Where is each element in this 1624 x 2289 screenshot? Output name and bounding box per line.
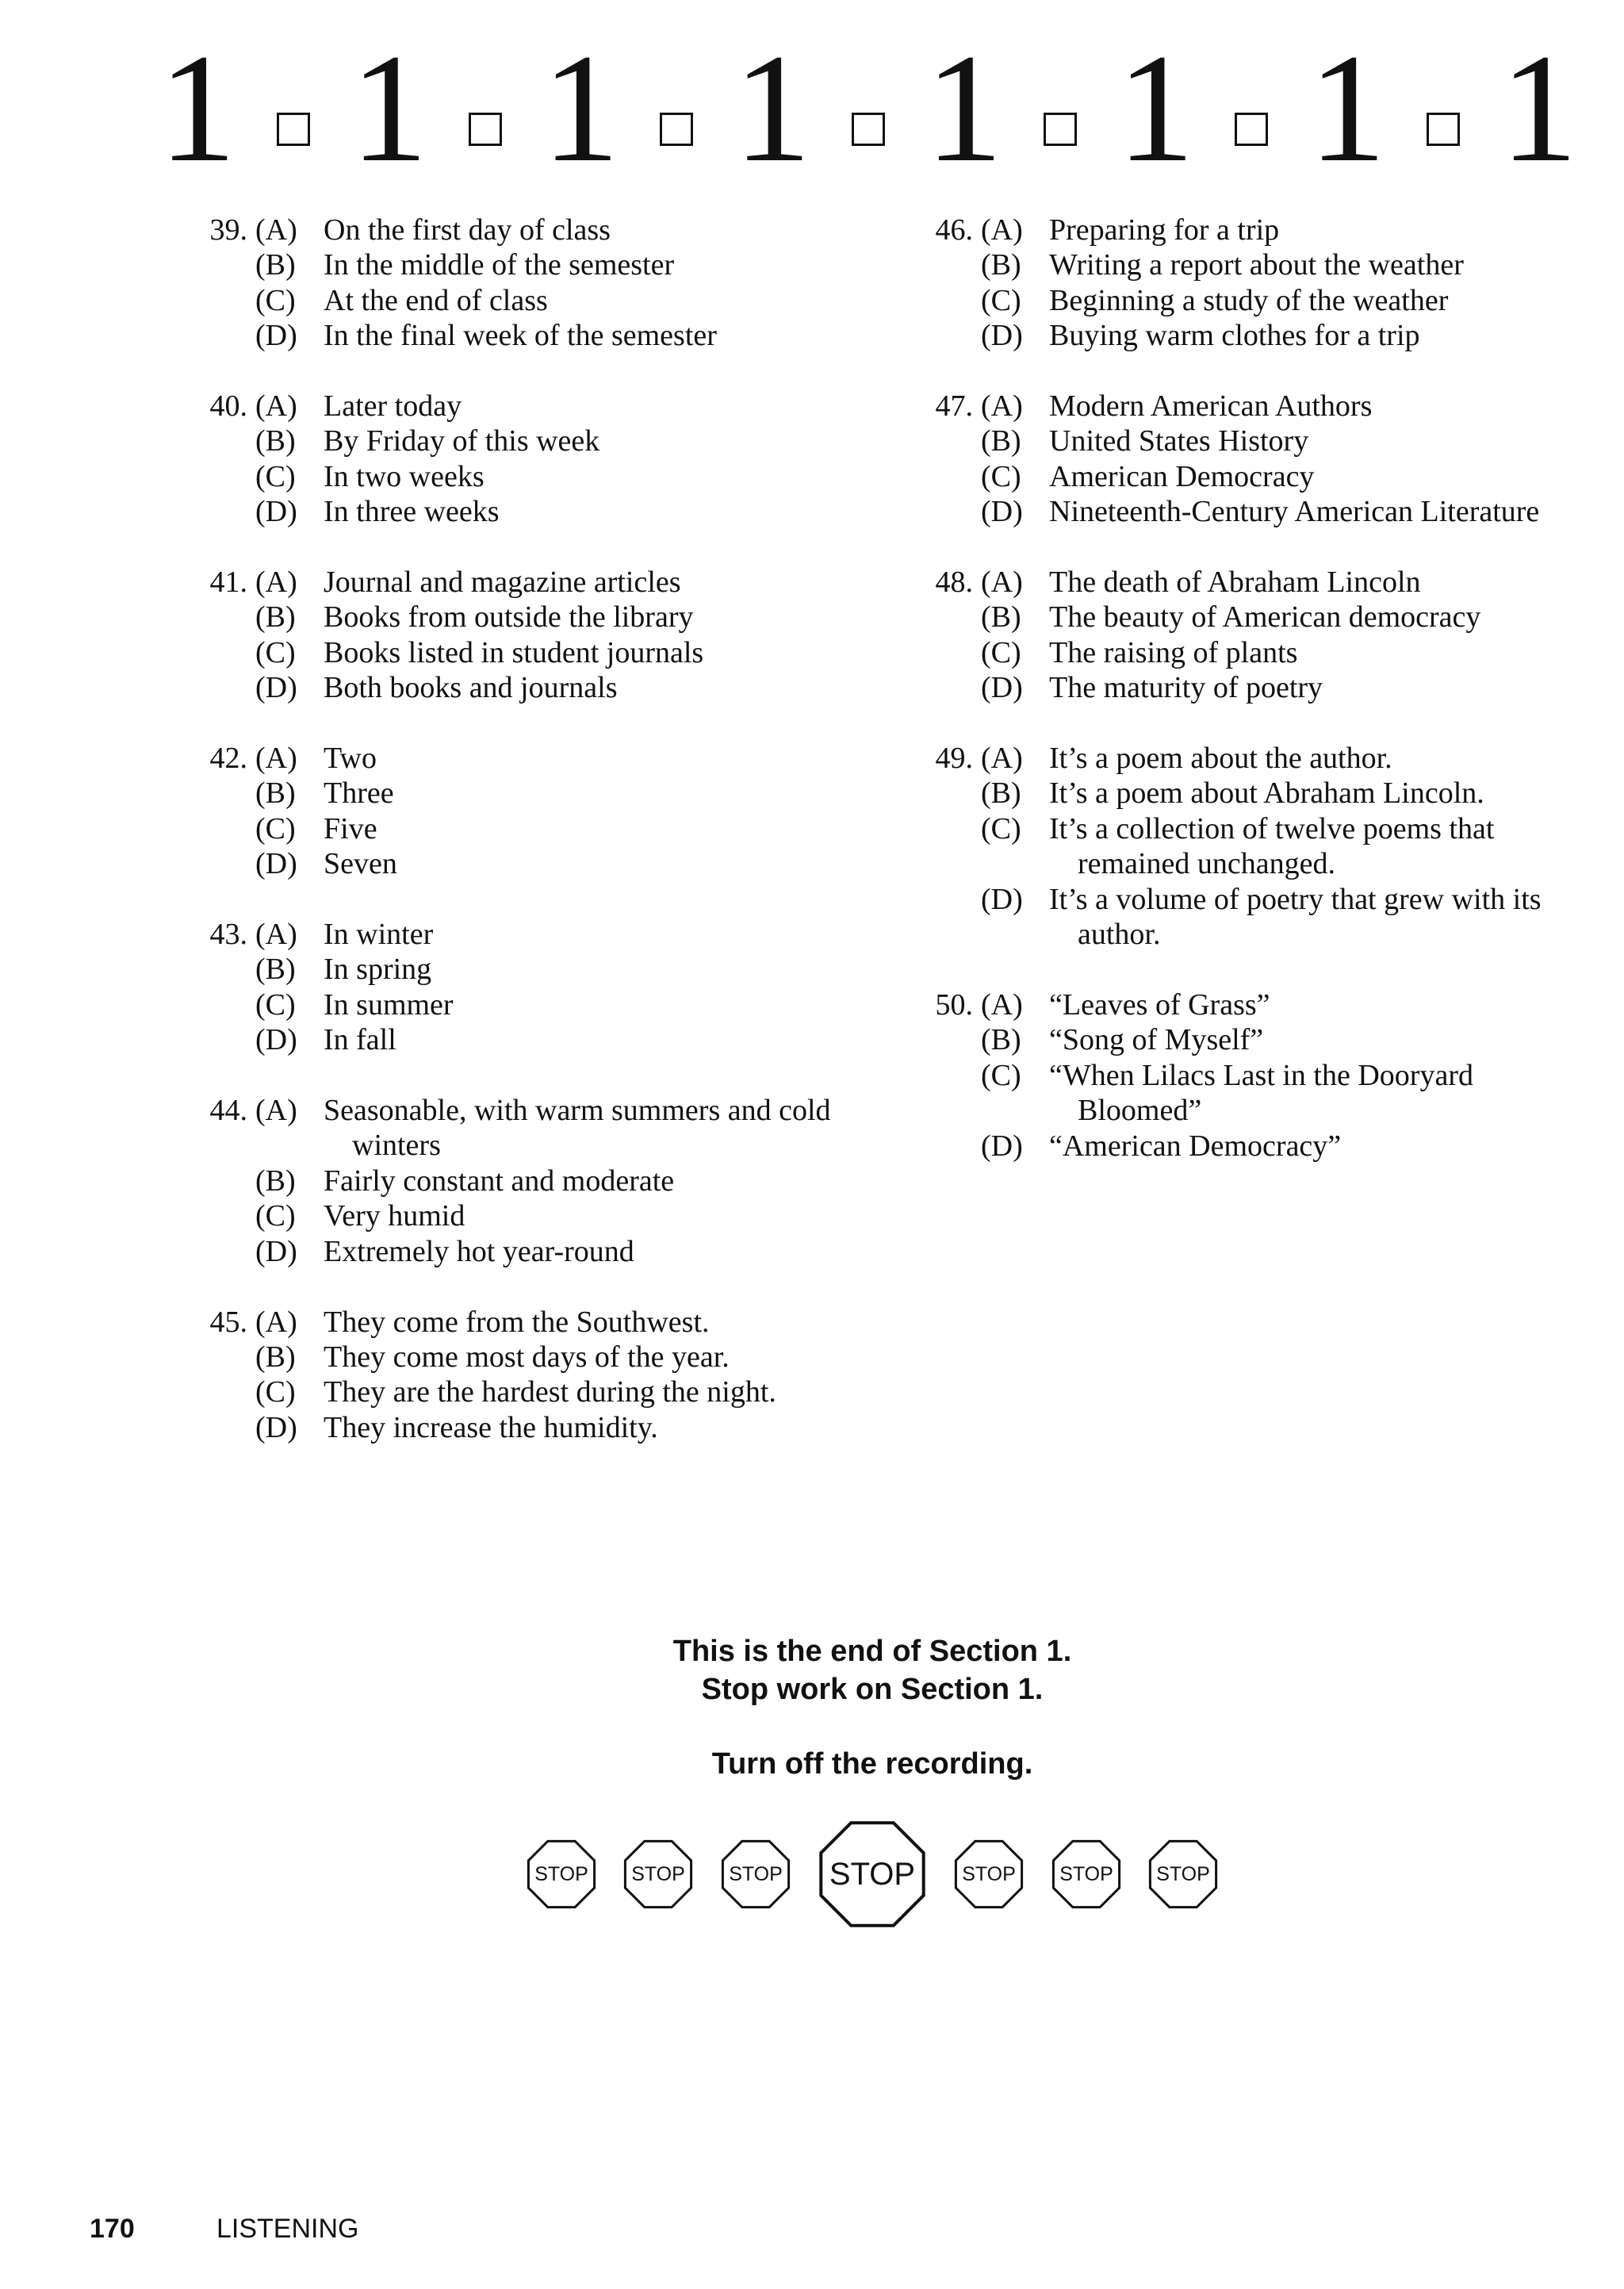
question-number: 49. xyxy=(935,742,973,776)
option-letter: (C) xyxy=(255,635,296,669)
option-text: Modern American Authors xyxy=(1049,389,1373,424)
stop-sign-icon xyxy=(718,1836,794,1912)
option-text: “American Democracy” xyxy=(1049,1129,1342,1163)
stop-sign-label: STOP xyxy=(631,1863,686,1885)
stop-sign-icon xyxy=(620,1836,696,1912)
option-text: By Friday of this week xyxy=(324,424,600,458)
option-text: The death of Abraham Lincoln xyxy=(1049,566,1421,600)
stop-sign-label: STOP xyxy=(534,1863,588,1885)
answer-option xyxy=(181,1198,863,1233)
option-letter: (B) xyxy=(981,600,1021,635)
question-number: 46. xyxy=(935,213,973,247)
option-text: In winter xyxy=(324,918,434,952)
stop-sign-label: STOP xyxy=(1156,1863,1210,1885)
questions-right-column xyxy=(906,213,1588,1198)
option-letter: (B) xyxy=(981,1023,1021,1057)
answer-option xyxy=(906,494,1588,529)
stop-sign-row xyxy=(523,1815,1221,1934)
option-letter: (A) xyxy=(255,1094,297,1128)
option-text: It’s a poem about the author. xyxy=(1049,742,1392,776)
square-box-icon xyxy=(277,113,310,146)
option-letter: (B) xyxy=(981,248,1021,282)
option-text: Journal and magazine articles xyxy=(324,566,681,600)
square-box-icon xyxy=(1235,113,1268,146)
answer-option xyxy=(181,1375,863,1409)
option-text: In two weeks xyxy=(324,459,485,493)
section-digit: 1 xyxy=(159,22,236,194)
section-digit: 1 xyxy=(1500,22,1578,194)
option-letter: (B) xyxy=(981,776,1021,811)
option-text: In the middle of the semester xyxy=(324,248,675,282)
stop-sign-icon xyxy=(814,1816,930,1932)
question-item xyxy=(181,917,863,1058)
answer-option xyxy=(181,670,863,705)
answer-option xyxy=(181,565,863,600)
option-letter: (C) xyxy=(255,811,296,845)
option-letter: (C) xyxy=(255,987,296,1022)
answer-option xyxy=(906,459,1588,494)
option-text: The beauty of American democracy xyxy=(1049,600,1481,635)
option-text: Seasonable, with warm summers and cold winters xyxy=(324,1094,831,1163)
answer-option xyxy=(181,635,863,670)
question-item xyxy=(181,1093,863,1269)
end-notice-line: This is the end of Section 1. xyxy=(672,1635,1072,1668)
option-letter: (A) xyxy=(255,1305,297,1339)
answer-option xyxy=(906,565,1588,600)
option-text: American Democracy xyxy=(1049,459,1315,493)
option-letter: (D) xyxy=(255,847,297,881)
option-letter: (A) xyxy=(255,213,297,247)
answer-option xyxy=(181,987,863,1022)
question-number: 41. xyxy=(209,566,247,600)
answer-option xyxy=(906,318,1588,353)
option-text: Five xyxy=(324,811,377,845)
option-letter: (A) xyxy=(255,918,297,952)
answer-option xyxy=(906,389,1588,424)
answer-option xyxy=(181,213,863,247)
answer-option xyxy=(906,283,1588,318)
option-text: It’s a collection of twelve poems that remained unchanged. xyxy=(1049,811,1495,881)
stop-sign-label: STOP xyxy=(728,1863,783,1885)
stop-sign-icon xyxy=(523,1836,599,1912)
option-letter: (A) xyxy=(255,566,297,600)
page-footer xyxy=(90,2211,358,2246)
option-text: It’s a volume of poetry that grew with its author. xyxy=(1049,882,1542,952)
option-text: In fall xyxy=(324,1023,396,1057)
option-letter: (D) xyxy=(981,882,1023,916)
option-text: They increase the humidity. xyxy=(324,1410,658,1444)
stop-sign-label: STOP xyxy=(1059,1863,1113,1885)
option-text: In spring xyxy=(324,953,432,987)
option-text: Beginning a study of the weather xyxy=(1049,283,1449,317)
page-number: 170 xyxy=(90,2214,135,2244)
answer-option xyxy=(906,1058,1588,1129)
option-letter: (C) xyxy=(255,1199,296,1233)
square-box-icon xyxy=(852,113,885,146)
answer-option xyxy=(181,846,863,881)
question-item xyxy=(906,213,1588,354)
option-text: “When Lilacs Last in the Dooryard Bloomed” xyxy=(1049,1058,1473,1128)
option-text: In the final week of the semester xyxy=(324,319,717,353)
option-letter: (D) xyxy=(255,319,297,353)
stop-sign-label: STOP xyxy=(962,1863,1017,1885)
option-letter: (C) xyxy=(981,459,1021,493)
answer-option xyxy=(181,424,863,458)
option-text: They are the hardest during the night. xyxy=(324,1375,776,1409)
answer-option xyxy=(181,600,863,635)
square-box-icon xyxy=(469,113,502,146)
stop-sign-label: STOP xyxy=(829,1857,916,1892)
answer-option xyxy=(181,1410,863,1445)
option-letter: (C) xyxy=(981,1058,1021,1092)
questions-left-column xyxy=(181,213,863,1481)
option-letter: (C) xyxy=(255,283,296,317)
answer-option xyxy=(906,741,1588,776)
square-box-icon xyxy=(1427,113,1460,146)
option-text: “Song of Myself” xyxy=(1049,1023,1264,1057)
option-text: Two xyxy=(324,742,377,776)
end-notice-line: Stop work on Section 1. xyxy=(701,1673,1044,1706)
answer-option xyxy=(181,776,863,811)
option-letter: (C) xyxy=(981,635,1021,669)
question-item xyxy=(181,565,863,706)
option-letter: (A) xyxy=(981,213,1023,247)
section-digit: 1 xyxy=(350,22,428,194)
end-of-section-notice xyxy=(476,1632,1269,1783)
answer-option xyxy=(906,635,1588,670)
option-letter: (B) xyxy=(255,1340,296,1374)
question-number: 48. xyxy=(935,566,973,600)
answer-option xyxy=(181,952,863,987)
option-letter: (B) xyxy=(255,248,296,282)
option-text: Books listed in student journals xyxy=(324,635,704,669)
answer-option xyxy=(906,987,1588,1022)
answer-option xyxy=(181,1164,863,1198)
option-text: At the end of class xyxy=(324,283,548,317)
answer-option xyxy=(906,1022,1588,1057)
footer-section-label: LISTENING xyxy=(216,2214,359,2244)
option-letter: (B) xyxy=(255,953,296,987)
answer-option xyxy=(906,811,1588,882)
question-number: 39. xyxy=(209,213,247,247)
option-letter: (B) xyxy=(255,424,296,458)
section-digit: 1 xyxy=(1116,22,1195,194)
option-letter: (C) xyxy=(981,283,1021,317)
option-letter: (D) xyxy=(255,495,297,529)
answer-option xyxy=(181,811,863,846)
section-digit: 1 xyxy=(733,22,812,194)
question-item xyxy=(181,741,863,882)
option-letter: (A) xyxy=(981,389,1023,424)
answer-option xyxy=(181,1022,863,1057)
option-text: Nineteenth-Century American Literature xyxy=(1049,495,1540,529)
answer-option xyxy=(906,670,1588,705)
option-letter: (D) xyxy=(981,319,1023,353)
option-letter: (A) xyxy=(255,742,297,776)
option-text: Seven xyxy=(324,847,397,881)
answer-option xyxy=(181,247,863,282)
option-text: Preparing for a trip xyxy=(1049,213,1280,247)
section-digit: 1 xyxy=(542,22,620,194)
option-text: It’s a poem about Abraham Lincoln. xyxy=(1049,776,1484,811)
question-item xyxy=(181,213,863,354)
option-letter: (C) xyxy=(255,459,296,493)
option-text: In summer xyxy=(324,987,454,1022)
option-text: In three weeks xyxy=(324,495,500,529)
answer-option xyxy=(906,213,1588,247)
option-letter: (D) xyxy=(255,1023,297,1057)
option-letter: (B) xyxy=(255,1164,296,1198)
answer-option xyxy=(906,600,1588,635)
option-letter: (D) xyxy=(255,1234,297,1268)
stop-sign-icon xyxy=(1048,1836,1124,1912)
option-text: They come most days of the year. xyxy=(324,1340,730,1374)
answer-option xyxy=(906,1129,1588,1164)
answer-option xyxy=(181,1305,863,1340)
answer-option xyxy=(906,776,1588,811)
question-item xyxy=(181,1305,863,1446)
option-letter: (D) xyxy=(255,671,297,705)
stop-sign-icon xyxy=(951,1836,1027,1912)
option-text: United States History xyxy=(1049,424,1309,458)
option-text: The maturity of poetry xyxy=(1049,671,1323,705)
option-letter: (D) xyxy=(981,671,1023,705)
answer-option xyxy=(181,1234,863,1269)
answer-option xyxy=(906,424,1588,458)
option-text: Both books and journals xyxy=(324,671,618,705)
option-letter: (C) xyxy=(255,1375,296,1409)
answer-option xyxy=(181,494,863,529)
option-text: Later today xyxy=(324,389,462,424)
question-item xyxy=(906,987,1588,1164)
option-text: Three xyxy=(324,776,394,811)
answer-option xyxy=(181,1093,863,1164)
question-number: 44. xyxy=(209,1094,247,1128)
question-number: 40. xyxy=(209,389,247,424)
option-text: Books from outside the library xyxy=(324,600,694,635)
option-text: Buying warm clothes for a trip xyxy=(1049,319,1420,353)
answer-option xyxy=(181,389,863,424)
option-text: Writing a report about the weather xyxy=(1049,248,1464,282)
answer-option xyxy=(181,459,863,494)
section-digit: 1 xyxy=(1308,22,1387,194)
question-number: 43. xyxy=(209,918,247,952)
turn-off-recording-instruction: Turn off the recording. xyxy=(711,1747,1033,1781)
question-item xyxy=(906,741,1588,952)
answer-option xyxy=(181,318,863,353)
square-box-icon xyxy=(660,113,693,146)
stop-sign-icon xyxy=(1145,1836,1221,1912)
option-letter: (D) xyxy=(981,495,1023,529)
answer-option xyxy=(181,917,863,952)
option-letter: (D) xyxy=(255,1410,297,1444)
question-number: 50. xyxy=(935,987,973,1022)
question-item xyxy=(181,389,863,530)
option-letter: (B) xyxy=(981,424,1021,458)
option-letter: (A) xyxy=(981,566,1023,600)
option-letter: (B) xyxy=(255,600,296,635)
section-digit: 1 xyxy=(925,22,1003,194)
option-text: On the first day of class xyxy=(324,213,611,247)
answer-option xyxy=(906,247,1588,282)
question-number: 47. xyxy=(935,389,973,424)
section-header-band xyxy=(159,22,1578,194)
option-letter: (B) xyxy=(255,776,296,811)
option-letter: (A) xyxy=(981,987,1023,1022)
option-text: They come from the Southwest. xyxy=(324,1305,710,1339)
option-letter: (A) xyxy=(255,389,297,424)
question-item xyxy=(906,389,1588,530)
question-number: 42. xyxy=(209,742,247,776)
option-text: Very humid xyxy=(324,1199,465,1233)
option-letter: (C) xyxy=(981,811,1021,845)
option-text: “Leaves of Grass” xyxy=(1049,987,1270,1022)
option-text: Extremely hot year-round xyxy=(324,1234,634,1268)
answer-option xyxy=(181,283,863,318)
square-box-icon xyxy=(1044,113,1077,146)
answer-option xyxy=(181,1340,863,1375)
answer-option xyxy=(181,741,863,776)
question-item xyxy=(906,565,1588,706)
option-letter: (A) xyxy=(981,742,1023,776)
option-text: Fairly constant and moderate xyxy=(324,1164,675,1198)
question-number: 45. xyxy=(209,1305,247,1339)
answer-option xyxy=(906,882,1588,953)
option-text: The raising of plants xyxy=(1049,635,1298,669)
option-letter: (D) xyxy=(981,1129,1023,1163)
